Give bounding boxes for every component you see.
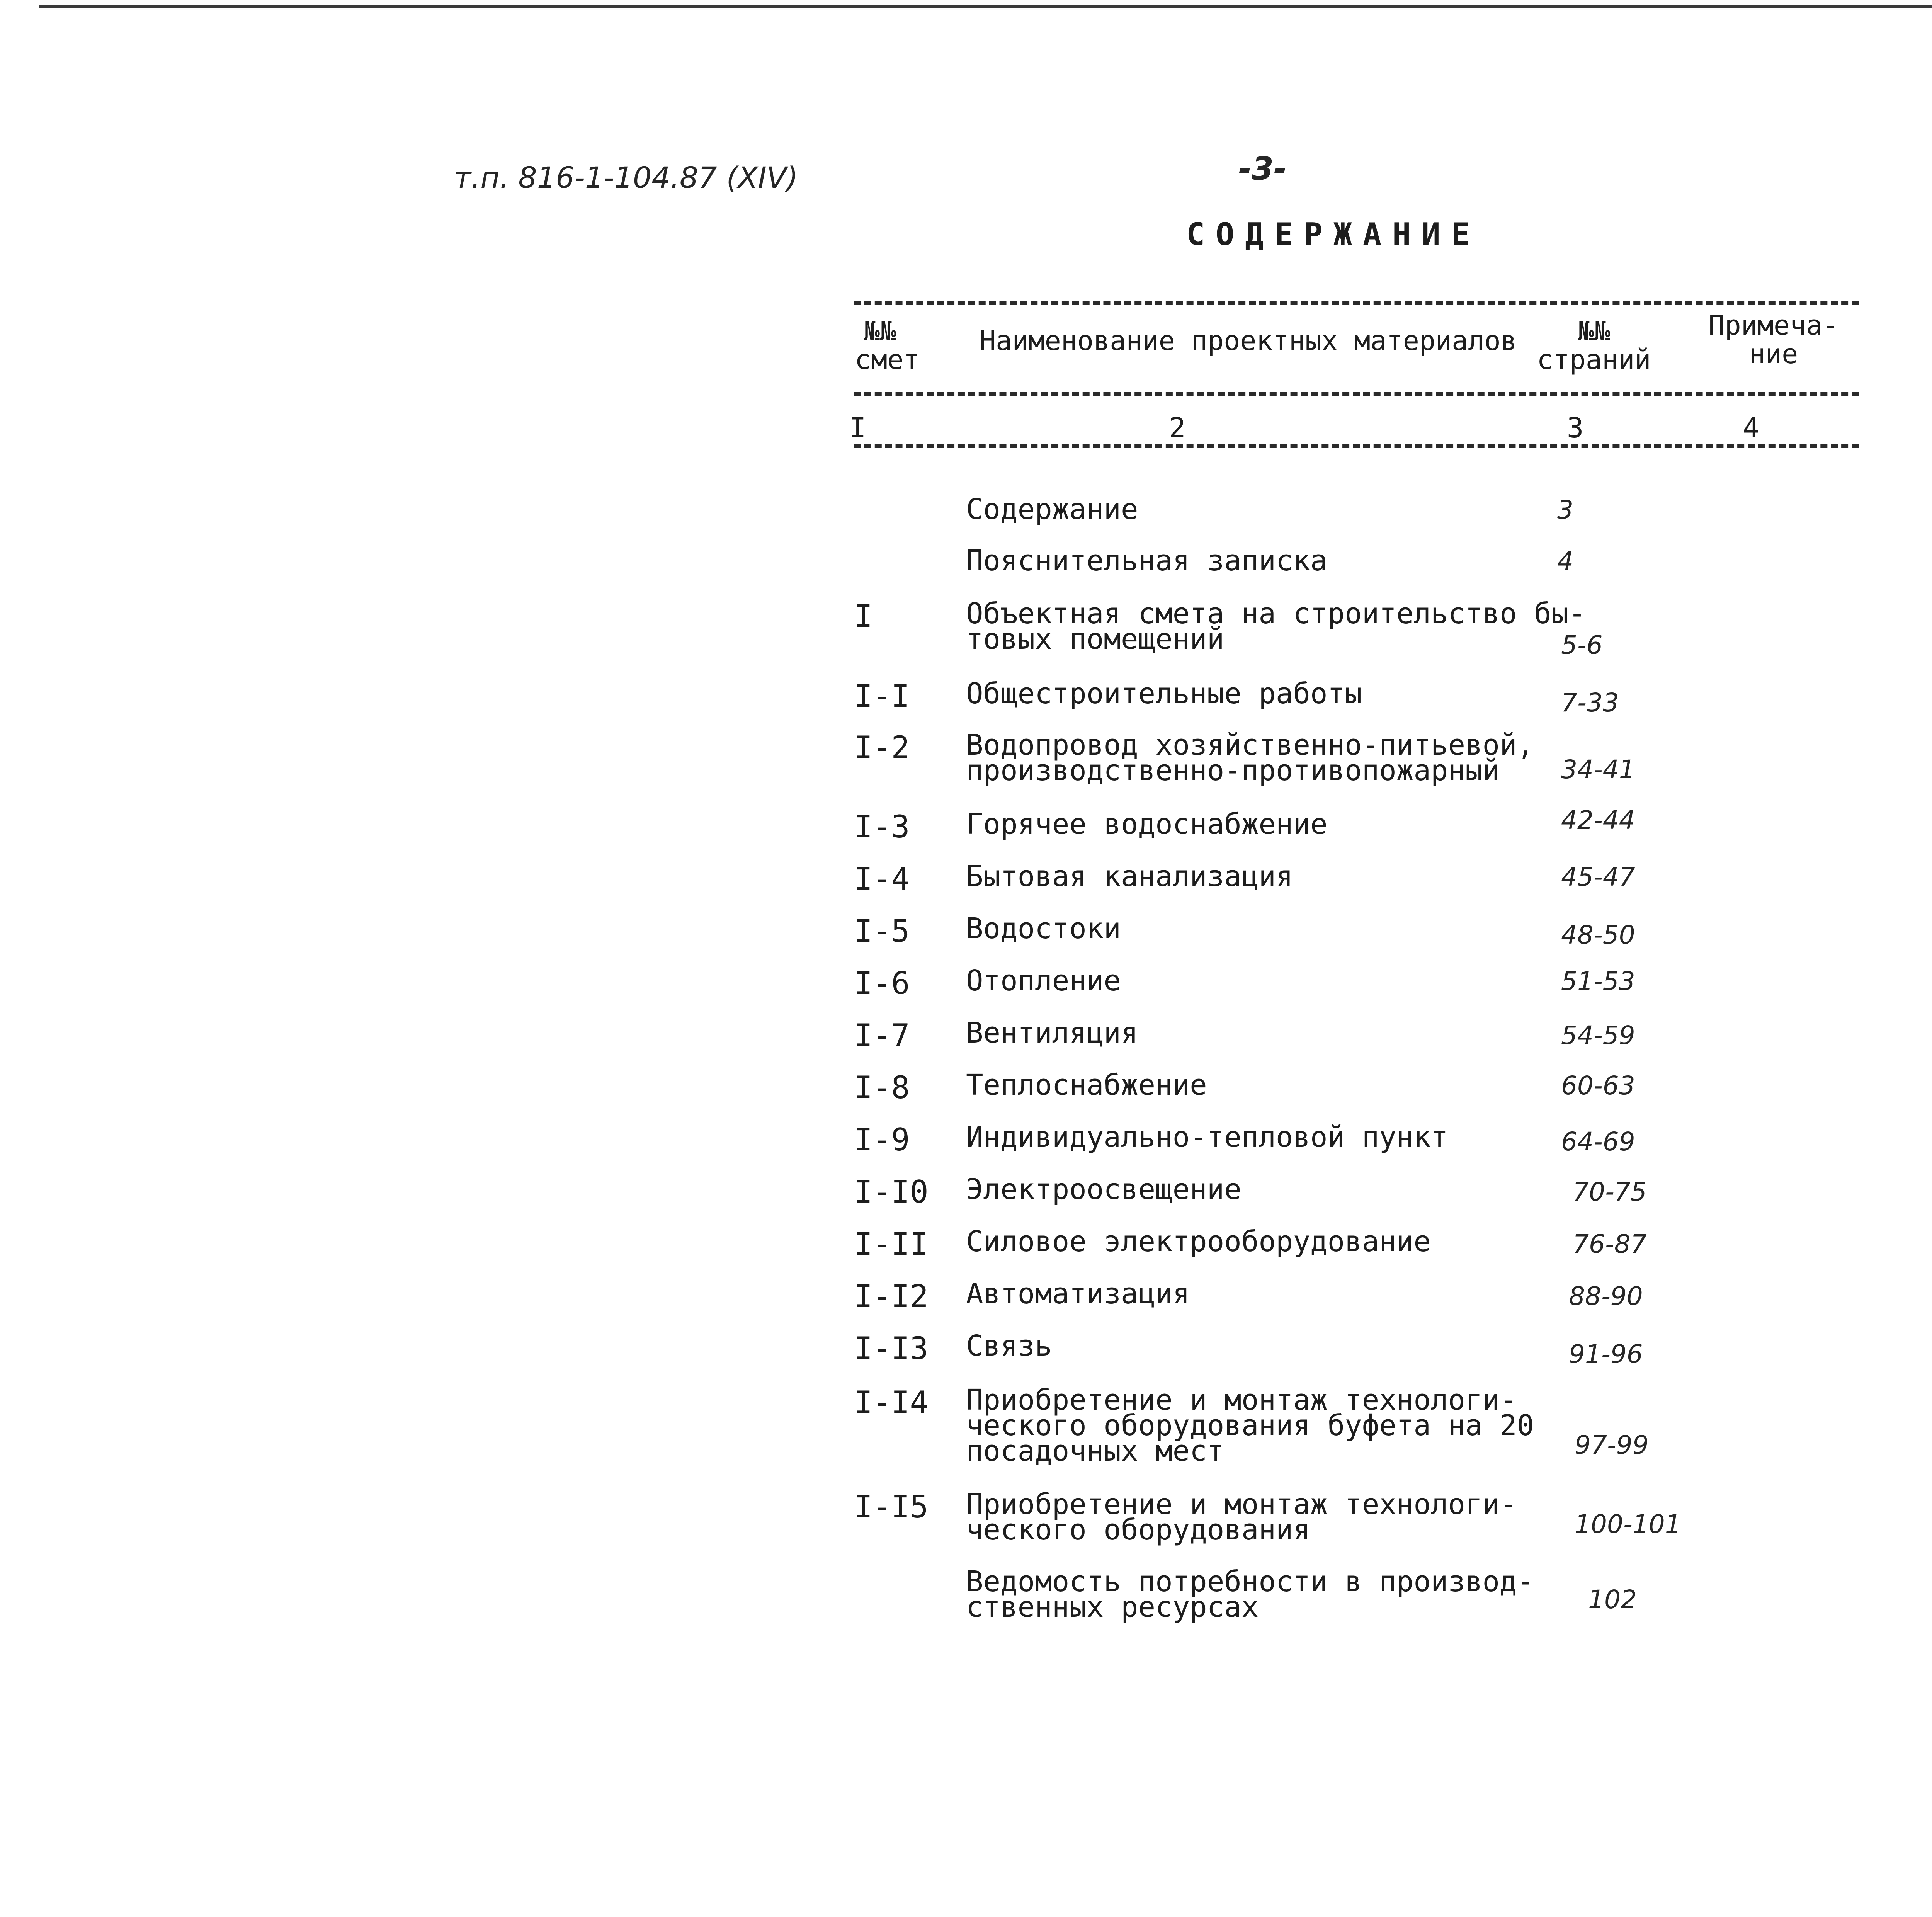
row-page-range: 48-50 [1561, 920, 1635, 950]
row-material-name: Вентиляция [966, 1016, 1138, 1050]
row-estimate-no: I-9 [854, 1122, 910, 1158]
row-estimate-no: I-3 [854, 809, 910, 845]
column-header-estimate-no: №№ смет [855, 315, 920, 376]
row-estimate-no: I-6 [854, 965, 910, 1001]
row-material-name: Теплоснабжение [966, 1068, 1207, 1102]
row-material-name: Водопровод хозяйственно-питьевой, производственно-противопожарный [966, 728, 1534, 787]
row-material-name: Бытовая канализация [966, 860, 1293, 893]
row-material-name: Водостоки [966, 912, 1121, 945]
row-material-name: Приобретение и монтаж технологи- ческого оборудования буфета на 20 посадочных мест [966, 1383, 1534, 1468]
row-page-range: 88-90 [1569, 1281, 1643, 1311]
row-page-range: 51-53 [1561, 966, 1635, 996]
row-material-name: Индивидуально-тепловой пункт [966, 1121, 1448, 1154]
row-estimate-no: I-II [854, 1226, 929, 1262]
row-material-name: Пояснительная записка [966, 544, 1328, 577]
row-page-range: 102 [1588, 1585, 1637, 1614]
row-page-range: 76-87 [1573, 1229, 1647, 1259]
row-estimate-no: I-I0 [854, 1174, 929, 1210]
row-page-range: 91-96 [1569, 1339, 1643, 1369]
column-number-2: 2 [1169, 412, 1186, 444]
row-material-name: Приобретение и монтаж технологи- ческого оборудования [966, 1488, 1517, 1546]
row-page-range: 5-6 [1561, 630, 1603, 660]
row-material-name: Объектная смета на строительство бы- товых помещений [966, 597, 1586, 656]
row-material-name: Автоматизация [966, 1277, 1190, 1310]
column-header-material-name: Наименование проектных материалов [980, 325, 1517, 357]
row-estimate-no: I-7 [854, 1017, 910, 1053]
row-page-range: 7-33 [1561, 688, 1619, 718]
page-title: СОДЕРЖАНИЕ [1186, 216, 1481, 252]
row-page-range: 34-41 [1561, 755, 1635, 784]
column-number-1: I [849, 412, 866, 444]
row-estimate-no: I-I2 [854, 1278, 929, 1314]
column-numbers-rule [854, 444, 1859, 448]
row-material-name: Ведомость потребности в производ- ственных ресурсах [966, 1565, 1534, 1624]
column-number-4: 4 [1743, 412, 1760, 444]
row-material-name: Связь [966, 1329, 1052, 1362]
row-estimate-no: I-I3 [854, 1330, 929, 1366]
table-top-rule [854, 301, 1859, 305]
row-material-name: Силовое электрооборудование [966, 1225, 1431, 1258]
row-estimate-no: I-I [854, 678, 910, 714]
row-material-name: Содержание [966, 493, 1138, 526]
page-top-border [39, 5, 1932, 8]
row-page-range: 100-101 [1575, 1509, 1681, 1539]
column-header-pages: №№ страний [1537, 315, 1651, 376]
row-page-range: 3 [1557, 495, 1573, 525]
row-page-range: 64-69 [1561, 1127, 1635, 1157]
row-page-range: 54-59 [1561, 1021, 1635, 1050]
column-header-notes: Примеча- ние [1708, 310, 1839, 370]
column-number-3: 3 [1567, 412, 1584, 444]
row-estimate-no: I [854, 598, 873, 634]
row-estimate-no: I-4 [854, 861, 910, 897]
document-reference: т.п. 816-1-104.87 (XIV) [454, 160, 798, 195]
row-page-range: 45-47 [1561, 862, 1635, 892]
row-page-range: 70-75 [1573, 1177, 1647, 1207]
row-material-name: Горячее водоснабжение [966, 808, 1328, 841]
row-estimate-no: I-I5 [854, 1489, 929, 1525]
row-estimate-no: I-I4 [854, 1385, 929, 1420]
row-estimate-no: I-8 [854, 1070, 910, 1106]
row-page-range: 97-99 [1575, 1430, 1649, 1460]
row-page-range: 60-63 [1561, 1071, 1635, 1101]
row-estimate-no: I-2 [854, 730, 910, 765]
row-material-name: Общестроительные работы [966, 677, 1362, 710]
page-number: -3- [1238, 151, 1287, 187]
row-page-range: 4 [1557, 546, 1573, 576]
row-page-range: 42-44 [1561, 805, 1635, 835]
row-material-name: Электроосвещение [966, 1173, 1242, 1206]
table-header-rule [854, 392, 1859, 396]
row-estimate-no: I-5 [854, 913, 910, 949]
row-material-name: Отопление [966, 964, 1121, 997]
